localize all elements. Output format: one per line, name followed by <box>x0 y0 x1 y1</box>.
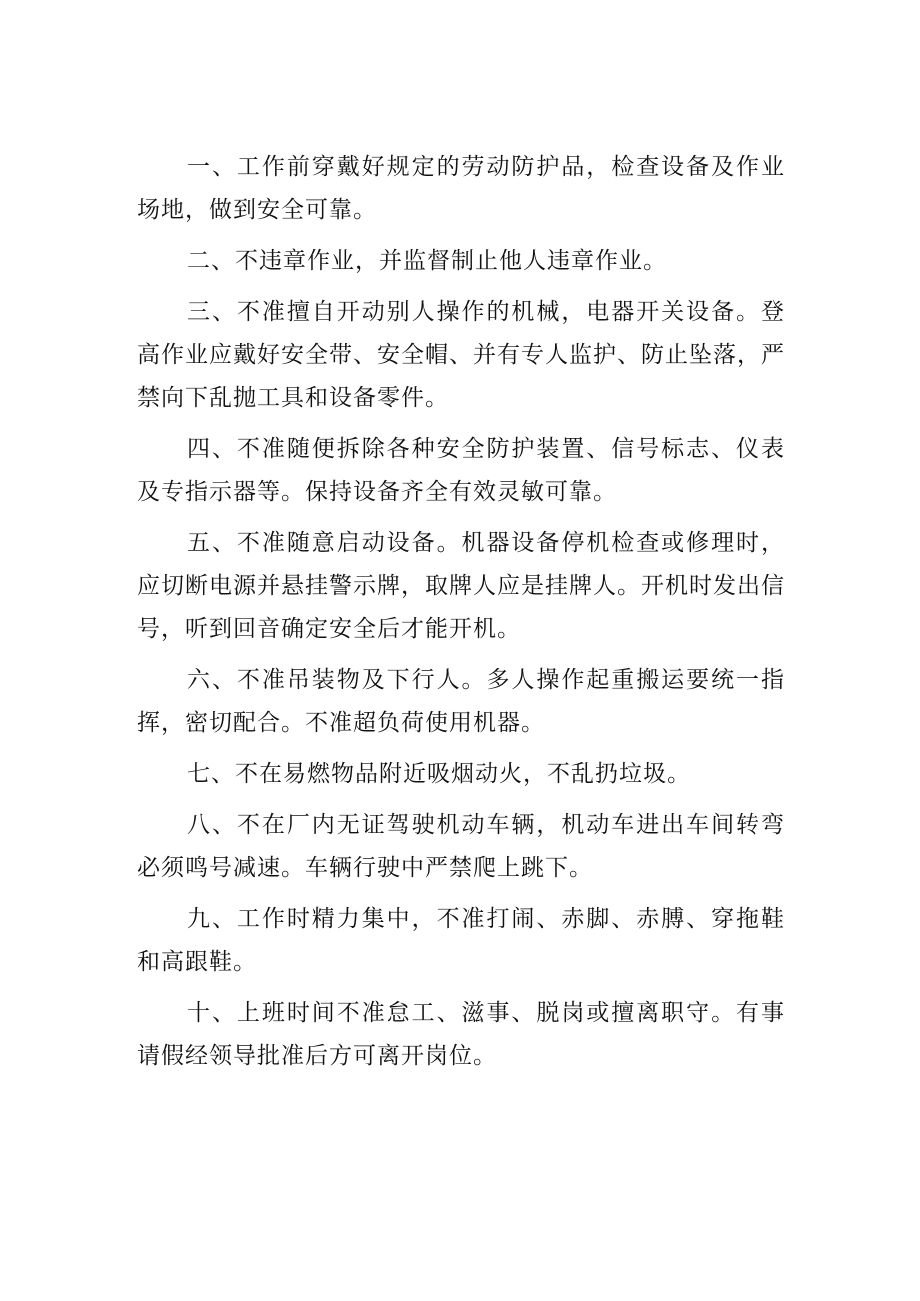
rule-paragraph-10: 十、上班时间不准怠工、滋事、脱岗或擅离职守。有事请假经领导批准后方可离开岗位。 <box>137 1000 785 1069</box>
rule-paragraph-4: 四、不准随便拆除各种安全防护装置、信号标志、仪表及专指示器等。保持设备齐全有效灵敏可靠。 <box>137 436 785 505</box>
rule-paragraph-8: 八、不在厂内无证驾驶机动车辆，机动车进出车间转弯必须鸣号减速。车辆行驶中严禁爬上跳下。 <box>137 812 785 881</box>
rule-paragraph-3: 三、不准擅自开动别人操作的机械，电器开关设备。登高作业应戴好安全带、安全帽、并有专人监护、防止坠落，严禁向下乱抛工具和设备零件。 <box>137 299 785 411</box>
rule-paragraph-6: 六、不准吊装物及下行人。多人操作起重搬运要统一指挥，密切配合。不准超负荷使用机器。 <box>137 667 785 736</box>
rule-paragraph-2: 二、不违章作业，并监督制止他人违章作业。 <box>187 248 667 274</box>
rule-paragraph-7: 七、不在易燃物品附近吸烟动火，不乱扔垃圾。 <box>187 761 691 787</box>
rule-paragraph-5: 五、不准随意启动设备。机器设备停机检查或修理时，应切断电源并悬挂警示牌，取牌人应是挂牌人。开机时发出信号，听到回音确定安全后才能开机。 <box>137 530 785 642</box>
rule-paragraph-9: 九、工作时精力集中，不准打闹、赤脚、赤膊、穿拖鞋和高跟鞋。 <box>137 906 785 975</box>
rule-paragraph-1: 一、工作前穿戴好规定的劳动防护品，检查设备及作业场地，做到安全可靠。 <box>137 154 785 223</box>
rules-body <box>137 146 785 1086</box>
